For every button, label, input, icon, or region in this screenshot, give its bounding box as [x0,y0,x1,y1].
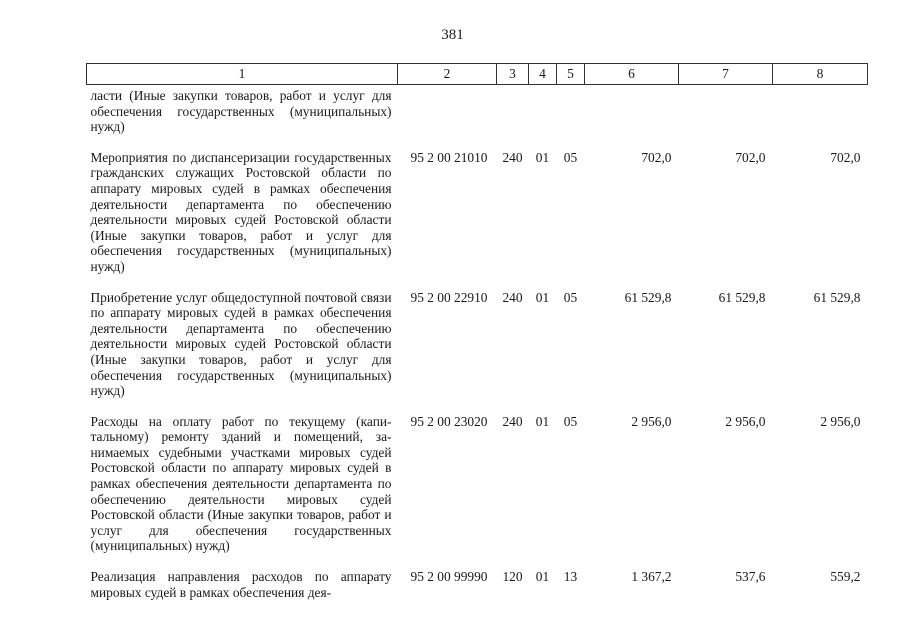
row-expense-type [497,85,529,150]
row-target-code: 95 2 00 21010 [410,149,488,165]
row-amount-year-3: 702,0 [830,149,861,165]
row-amount-year-3 [773,85,868,150]
column-header-6: 6 [585,64,679,85]
row-target-code: 95 2 00 23020 [410,413,488,429]
budget-table [86,63,868,600]
row-subsection [557,85,585,150]
table-row [87,569,868,600]
row-amount-year-2: 537,6 [735,569,766,585]
row-target-code [398,85,497,150]
row-description: Мероприятия по диспансеризации государственных гражданских служащих Ростовской области по аппарату мировых судей в рамках обеспечения деятельности департамента по обеспечению деятельности мировых судей Ростовской области (Иные закупки товаров, работ и услуг для обеспечения государственных (муниципальных) нужд) [90,149,392,274]
row-amount-year-1: 1 367,2 [631,569,672,585]
row-section: 01 [535,413,550,429]
row-section: 01 [535,289,550,305]
row-description: Реализация направления расходов по аппарату мировых судей в рамках обеспечения дея- [90,569,392,600]
row-amount-year-3: 61 529,8 [813,289,861,305]
row-description: Расходы на оплату работ по текущему (капитальному) ремонту зданий и помещений, занимаемых судебными участками мировых судей Ростовской области по аппарату мировых судей в рамках обеспечения деятельности департамента по обеспечению деятельности мировых судей Ростовской области (Иные закупки товаров, работ и услуг для обеспечения государственных (муниципальных) нужд) [90,413,392,554]
row-section [529,85,557,150]
column-header-2: 2 [398,64,497,85]
column-header-8: 8 [773,64,868,85]
column-header-1: 1 [87,64,398,85]
table-row [87,414,868,569]
row-amount-year-1: 702,0 [641,149,672,165]
row-subsection: 05 [563,289,578,305]
row-section: 01 [535,149,550,165]
row-section: 01 [535,569,550,585]
table-row [87,150,868,290]
row-expense-type: 120 [502,569,523,585]
row-target-code: 95 2 00 99990 [410,569,488,585]
row-amount-year-1: 2 956,0 [631,413,672,429]
row-expense-type: 240 [502,149,523,165]
row-amount-year-3: 559,2 [830,569,861,585]
column-header-5: 5 [557,64,585,85]
page-number: 381 [441,27,464,43]
row-subsection: 13 [563,569,578,585]
table-header-row [87,64,868,85]
row-target-code: 95 2 00 22910 [410,289,488,305]
row-amount-year-2: 2 956,0 [725,413,766,429]
column-header-4: 4 [529,64,557,85]
row-amount-year-3: 2 956,0 [820,413,861,429]
row-amount-year-1: 61 529,8 [624,289,672,305]
row-amount-year-2 [679,85,773,150]
row-amount-year-1 [585,85,679,150]
table-row [87,85,868,150]
row-expense-type: 240 [502,413,523,429]
column-header-3: 3 [497,64,529,85]
row-amount-year-2: 61 529,8 [718,289,766,305]
column-header-7: 7 [679,64,773,85]
row-description: ласти (Иные закупки товаров, работ и услуг для обеспечения государственных (муниципальных) нужд) [90,88,392,135]
table-row [87,290,868,414]
row-amount-year-2: 702,0 [735,149,766,165]
row-subsection: 05 [563,413,578,429]
row-expense-type: 240 [502,289,523,305]
row-description: Приобретение услуг общедоступной почтовой связи по аппарату мировых судей в рамках обеспечения деятельности департамента по обеспечению деятельности мировых судей Ростовской области (Иные закупки товаров, работ и услуг для обеспечения государственных (муниципальных) нужд) [90,289,392,399]
row-subsection: 05 [563,149,578,165]
